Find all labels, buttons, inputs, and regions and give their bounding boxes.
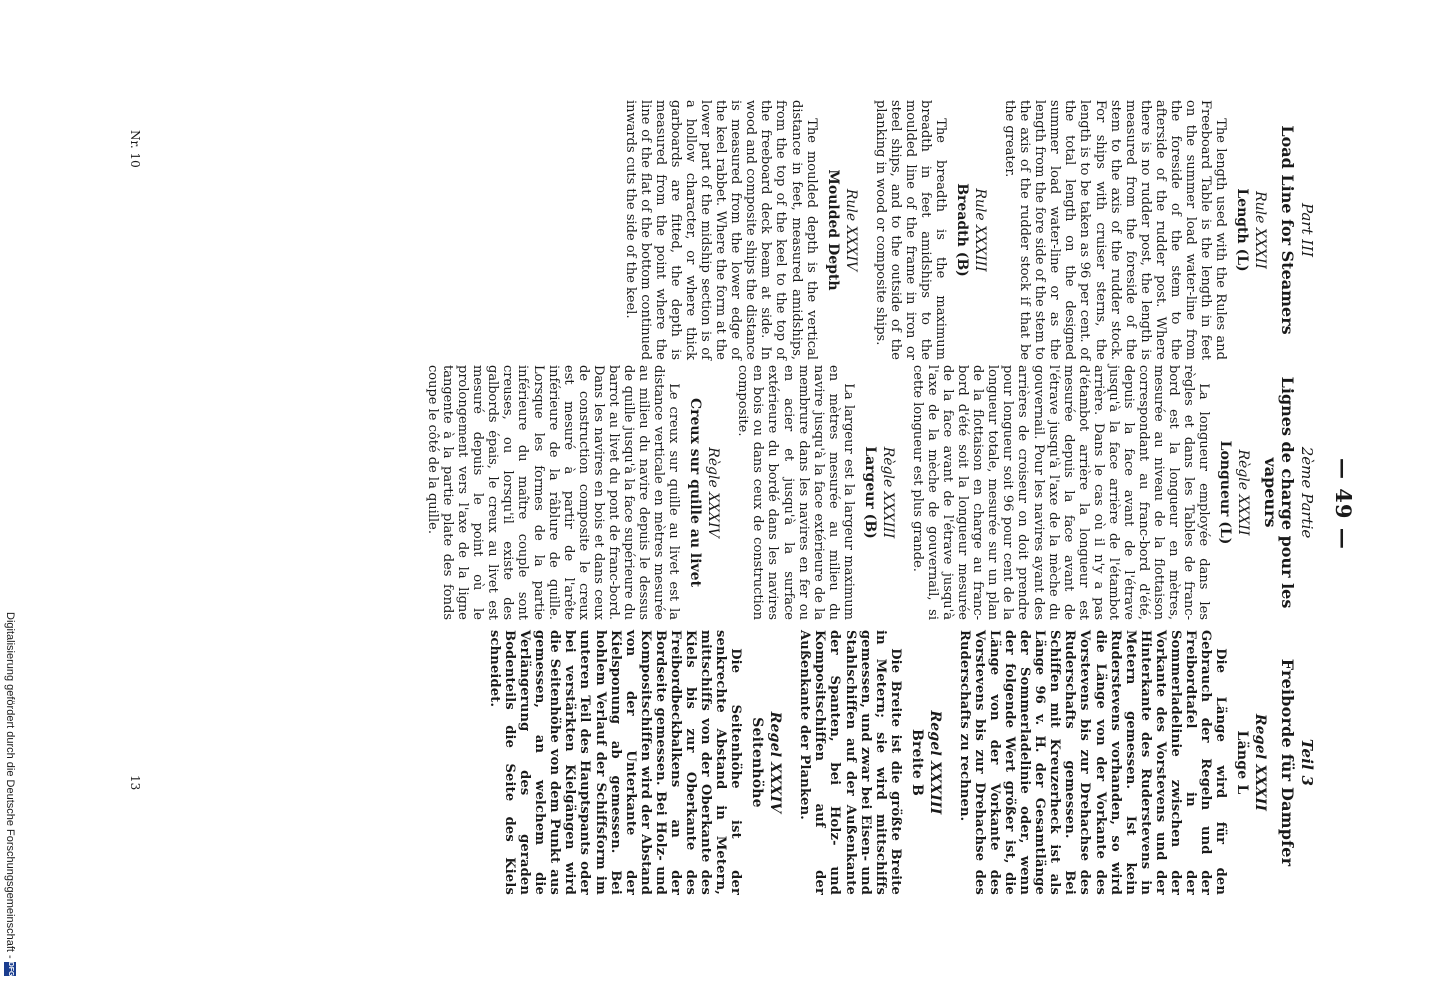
english-rule34-label: Rule XXXIV [842, 188, 859, 272]
folio-right: 13 [128, 775, 142, 791]
folio-left: Nr. 10 [128, 130, 142, 168]
english-rule34-text: The moulded depth is the vertical distance in feet, measured amidships, from the top of the keel to the top of the freeboard deck beam at side. In wood and composite ships the distance is measured from the lower edge of the keel rabbet. Where the form at the lower part of the midship section is of a hollow character, or where thick garboards are fitted, the depth is measured from the point where the line of the flat of the bottom continued inwards cuts the side of the keel. [622, 100, 819, 360]
german-rule33-text: Die Breite ist die größte Breite in Metern; sie wird mittschiffs gemessen, und zwar bei Eisen- und Stahlschiffen auf der Außenkante der Spanten, bei Holz- und Kompositschiffen auf der Außenkante der Planken. [797, 630, 903, 895]
french-title: Lignes de charge pour les vapeurs [1261, 376, 1297, 609]
german-rule33-label: Regel XXXIII [926, 710, 943, 815]
english-title: Load Line for Steamers [1278, 125, 1297, 335]
page-number: — 49 — [1331, 458, 1356, 550]
german-rule32-label: Regel XXXII [1252, 713, 1269, 812]
french-rule34-heading: Creux sur quille au livet [687, 397, 704, 588]
english-part: Part III [1298, 202, 1316, 258]
funding-note [4, 612, 16, 976]
french-rule32-label: Règle XXXII [1235, 449, 1252, 536]
french-rule34-text: Le creux sur quille au livet est la distance verticale en mètres mesurée au milieu du navire depuis le dessus de quille jusqu'à la face supérieure du barrot au livet du pont de franc-bord. Dans les navires en bois et dans ceux de construction composite le creux est mesuré à partir de l'arête inférieure de la râblure de quille. Lorsque les formes de la partie inférieure du maître couple sont creuses, ou lorsqu'il existe des galbords épais, le creux au livet est mesuré depuis le point où le prolongement vers l'axe de la ligne tangente à la partie plate des fonds coupe le côté de la quille. [424, 365, 682, 620]
german-part: Teil 3 [1298, 738, 1316, 787]
french-rule32-heading: Longueur (L) [1217, 440, 1234, 545]
english-rule32-text: The length used with the Rules and Freeboard Table is the length in feet on the summer load water-line from the foreside of the stem to the afterside of the rudder post. Where there is no rudder post, the length is measured from the foreside of the stem to the axis of the rudder stock. For ships with cruiser sterns, the length is to be taken as 96 per cent. of the total length on the designed summer load water-line or as the length from the fore side of the stem to the axis of the rudder stock if that be the greater. [1002, 100, 1229, 360]
dfg-logo: DFG [4, 962, 16, 976]
french-part: 2ème Partie [1298, 446, 1316, 539]
english-rule32-label: Rule XXXII [1252, 191, 1269, 269]
funding-note-text: Digitalisierung gefördert durch die Deutsche Forschungsgemeinschaft - [4, 612, 16, 959]
english-rule33-heading: Breadth (B) [954, 183, 971, 277]
french-rule34-label: Règle XXXIV [705, 447, 722, 538]
english-rule33-label: Rule XXXIII [972, 188, 989, 272]
german-title: Freiborde für Dampfer [1278, 658, 1297, 867]
french-column [425, 365, 1316, 620]
german-rule34-heading: Seitenhöhe [749, 717, 766, 808]
german-rule32-text: Die Länge wird für den Gebrauch der Regeln und der Freibordtafel in der Sommerladelinie zwischen der Vorkante des Vorstevens und der Hinterkante des Ruderstevens in Metern gemessen. Ist kein Ruderstevens vorhanden, so wird die Länge von der Vorkante des Vorstevens bis zur Drehachse des Ruderschafts gemessen. Bei Schiffen mit Kreuzerheck ist als Länge 96 v. H. der Gesamtlänge der Sommerladelinie oder, wenn der folgende Wert größer ist, die Länge von der Vorkante des Vorstevens bis zur Drehachse des Ruderschafts zu rechnen. [956, 630, 1229, 895]
german-rule32-heading: Länge L [1234, 730, 1251, 795]
english-column [623, 100, 1316, 360]
german-rule34-label: Regel XXXIV [767, 711, 784, 814]
german-rule33-heading: Breite B [908, 728, 925, 797]
english-rule34-heading: Moulded Depth [824, 169, 841, 291]
french-rule33-text: La largeur est la largeur maximum en mètres mesurée au milieu du navire jusqu'à la face extérieure de la membrure dans les navires en fer ou en acier et jusqu'à la surface extérieure du bordé dans les navires en bois ou dans ceux de construction composite. [735, 365, 856, 620]
german-rule34-text: Die Seitenhöhe ist der senkrechte Abstand in Metern, mittschiffs von der Oberkante des Kiels bis zur Oberkante des Freibordbeckbalkens an der Bordseite gemessen. Bei Holz- und Kompositschiffen wird der Abstand von der Unterkante der Kielsponung ab gemessen. Bei hohlem Verlauf der Schiffsform im unteren Teil des Hauptspants oder bei verstärkten Kielgängen wird die Seitenhöhe von dem Punkt aus gemessen, an welchem die Verlängerung des geraden Bodenteils die Seite des Kiels schneidet. [487, 630, 744, 895]
french-rule33-heading: Largeur (B) [861, 446, 878, 539]
english-rule33-text: The breadth is the maximum breadth in feet amidships to the moulded line of the frame in iron or steel ships, and to the outside of the planking in wood or composite ships. [872, 100, 949, 360]
french-rule33-label: Règle XXXIII [879, 446, 896, 539]
english-rule32-heading: Length (L) [1234, 188, 1251, 272]
german-column [487, 630, 1316, 895]
french-rule32-text: La longueur employée dans les règles et dans les Tables de franc-bord est la longueur en mètres, mesurée au niveau de la flottaison correspondant au franc-bord d'été, depuis la face avant de l'étrave jusqu'à la face arrière de l'étambot arrière. Dans le cas où il n'y a pas d'étambot arrière la longueur est mesurée depuis la face avant de l'étrave jusqu'à l'axe de la mèche du gouvernail. Pour les navires ayant des arrières de croiseur on doit prendre pour longueur soit 96 pour cent de la longueur totale, mesurée sur un plan de la flottaison en charge au franc-bord d'été soit la longueur mesurée de la face avant de l'étrave jusqu'à l'axe de la mèche de gouvernail, si cette longueur est plus grande. [909, 365, 1212, 620]
